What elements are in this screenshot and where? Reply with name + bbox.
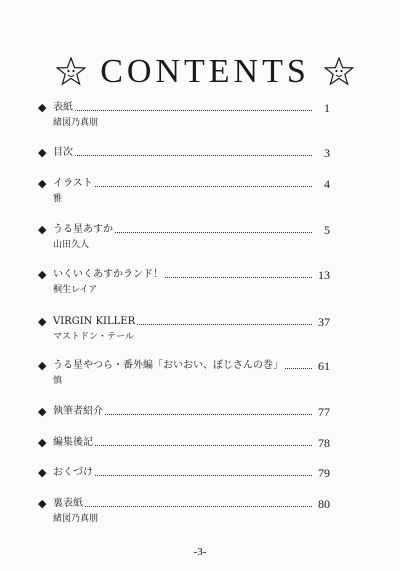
entry-author: 慎	[53, 376, 63, 386]
entry-title: 目次	[53, 145, 75, 161]
list-item	[38, 176, 330, 212]
entry-page: 77	[318, 405, 330, 419]
entry-title: 裏表紙	[53, 496, 85, 512]
bullet-diamond-icon: ◆	[38, 223, 47, 236]
entry-page: 78	[318, 436, 330, 450]
entry-title: うる星やつら・番外編「おいおい、ぼじさんの巻」	[53, 358, 285, 374]
bullet-diamond-icon: ◆	[38, 268, 47, 281]
entry-title: 表紙	[53, 100, 75, 116]
list-item	[38, 496, 330, 532]
entry-page: 5	[324, 223, 330, 237]
entry-page: 37	[318, 315, 330, 329]
entry-title: 編集後記	[53, 435, 95, 451]
entry-title: うる星あすか	[53, 222, 115, 238]
entry-author: 雅	[53, 194, 63, 204]
entry-author: 緒図乃真朋	[53, 514, 99, 524]
dot-leader	[58, 506, 312, 507]
dot-leader	[58, 186, 312, 187]
bullet-diamond-icon: ◆	[38, 146, 47, 159]
entry-page: 1	[324, 101, 330, 115]
entry-page: 79	[318, 466, 330, 480]
entry-page: 13	[318, 268, 330, 282]
page-title: CONTENTS	[100, 53, 310, 90]
list-item	[38, 222, 330, 258]
footer-page-number: -3-	[193, 546, 207, 558]
dot-leader	[58, 475, 312, 476]
bullet-diamond-icon: ◆	[38, 436, 47, 449]
entry-title: いくいくあすかランド！	[53, 267, 165, 283]
list-item	[38, 358, 330, 394]
bullet-diamond-icon: ◆	[38, 101, 47, 114]
list-item	[38, 100, 330, 136]
entry-title: 執筆者紹介	[53, 404, 105, 420]
entry-page: 61	[318, 359, 330, 373]
entry-title: おくづけ	[53, 465, 95, 481]
entry-author: 山田久人	[53, 240, 90, 250]
dot-leader	[58, 110, 312, 111]
bullet-diamond-icon: ◆	[38, 359, 47, 372]
entry-title: VIRGIN KILLER	[53, 314, 137, 330]
bullet-diamond-icon: ◆	[38, 405, 47, 418]
bullet-diamond-icon: ◆	[38, 497, 47, 510]
dot-leader	[58, 445, 312, 446]
dot-leader	[58, 155, 312, 156]
entry-title: イラスト	[53, 176, 95, 192]
list-item	[38, 314, 330, 350]
bullet-diamond-icon: ◆	[38, 177, 47, 190]
entry-author: マストドン・テール	[53, 332, 134, 342]
entry-author: 緒図乃真朋	[53, 118, 99, 128]
entry-author: 桐生レイア	[53, 285, 98, 295]
list-item	[38, 267, 330, 303]
entry-page: 4	[324, 177, 330, 191]
bullet-diamond-icon: ◆	[38, 466, 47, 479]
bullet-diamond-icon: ◆	[38, 315, 47, 328]
entry-page: 80	[318, 497, 330, 511]
entry-page: 3	[324, 146, 330, 160]
